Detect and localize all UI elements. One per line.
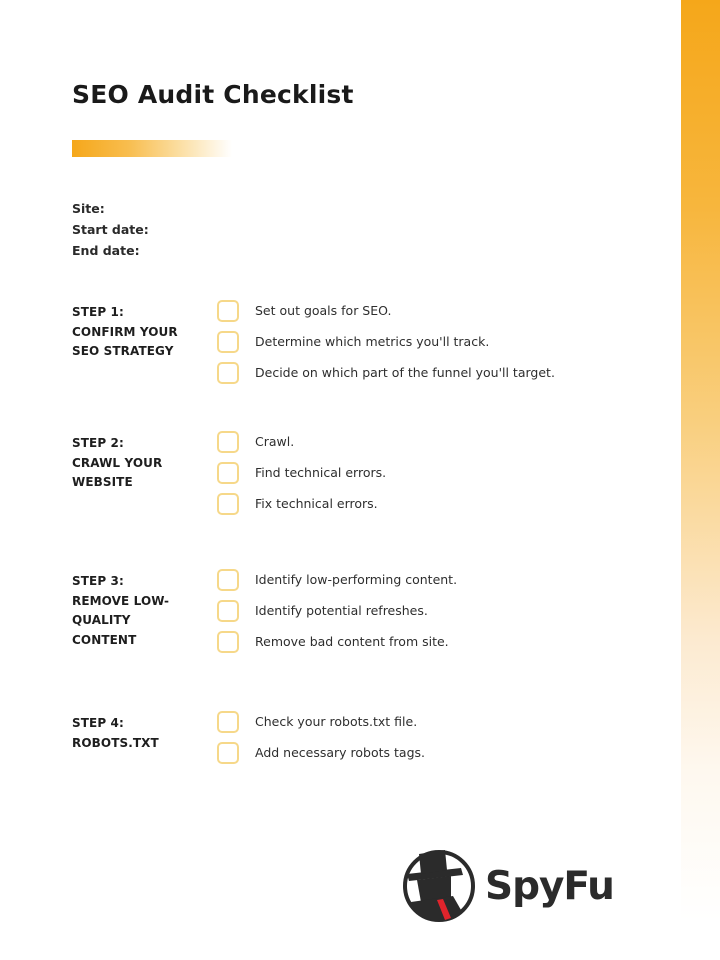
checklist-item[interactable] <box>217 326 555 357</box>
title-accent-bar <box>72 140 232 157</box>
step-label-line: CONTENT <box>72 632 137 647</box>
checklist-item[interactable] <box>217 457 386 488</box>
step-1-label <box>72 303 202 362</box>
checklist-item-text: Set out goals for SEO. <box>255 303 392 318</box>
checklist-item-text: Find technical errors. <box>255 465 387 480</box>
side-accent-bar <box>681 0 720 940</box>
step-label-line: STEP 2: <box>72 436 124 450</box>
checklist-item[interactable] <box>217 706 425 737</box>
checkbox[interactable] <box>217 600 239 622</box>
checkbox[interactable] <box>217 569 239 591</box>
checklist-item-text: Check your robots.txt file. <box>255 714 418 729</box>
checkbox[interactable] <box>217 331 239 353</box>
step-2-label <box>72 434 202 493</box>
checklist-item[interactable] <box>217 426 386 457</box>
step-label-line: SEO STRATEGY <box>72 344 174 358</box>
step-label-line: WEBSITE <box>72 475 133 489</box>
step-label-line: CRAWL YOUR <box>72 455 163 470</box>
step-label-line: CONFIRM YOUR <box>72 324 178 339</box>
checklist-item-text: Identify low-performing content. <box>255 572 458 587</box>
checklist-item[interactable] <box>217 595 457 626</box>
step-2-checklist <box>217 426 386 519</box>
start-date-label: Start date: <box>72 222 149 237</box>
checklist-item-text: Fix technical errors. <box>255 496 378 511</box>
spy-hat-icon <box>401 848 477 924</box>
step-label-line: ROBOTS.TXT <box>72 735 159 750</box>
step-4-checklist <box>217 706 425 768</box>
step-3-checklist <box>217 564 457 657</box>
checklist-item[interactable] <box>217 737 425 768</box>
checkbox[interactable] <box>217 631 239 653</box>
checklist-item-text: Identify potential refreshes. <box>255 603 428 618</box>
checklist-item[interactable] <box>217 488 386 519</box>
logo-text: SpyFu <box>485 863 614 909</box>
checklist-item[interactable] <box>217 295 555 326</box>
checkbox[interactable] <box>217 462 239 484</box>
checklist-item[interactable] <box>217 357 555 388</box>
end-date-label: End date: <box>72 243 140 258</box>
audit-meta <box>72 198 149 261</box>
step-label-line: STEP 4: <box>72 716 124 730</box>
site-label: Site: <box>72 201 105 216</box>
checklist-item-text: Crawl. <box>255 434 295 449</box>
checklist-item[interactable] <box>217 626 457 657</box>
checklist-item-text: Add necessary robots tags. <box>255 745 426 760</box>
checkbox[interactable] <box>217 711 239 733</box>
step-1-checklist <box>217 295 555 388</box>
checklist-item-text: Determine which metrics you'll track. <box>255 334 490 349</box>
checkbox[interactable] <box>217 493 239 515</box>
step-label-line: REMOVE LOW- <box>72 593 170 608</box>
step-label-line: STEP 1: <box>72 305 124 319</box>
step-4-label <box>72 714 202 753</box>
checklist-item[interactable] <box>217 564 457 595</box>
step-label-line: QUALITY <box>72 613 131 627</box>
checklist-item-text: Decide on which part of the funnel you'll target. <box>255 365 555 380</box>
checkbox[interactable] <box>217 431 239 453</box>
step-label-line: STEP 3: <box>72 574 124 588</box>
spyfu-logo <box>401 848 614 924</box>
step-3-label <box>72 572 202 650</box>
checkbox[interactable] <box>217 300 239 322</box>
page-title: SEO Audit Checklist <box>72 80 354 109</box>
checklist-item-text: Remove bad content from site. <box>255 634 449 649</box>
checkbox[interactable] <box>217 362 239 384</box>
checkbox[interactable] <box>217 742 239 764</box>
